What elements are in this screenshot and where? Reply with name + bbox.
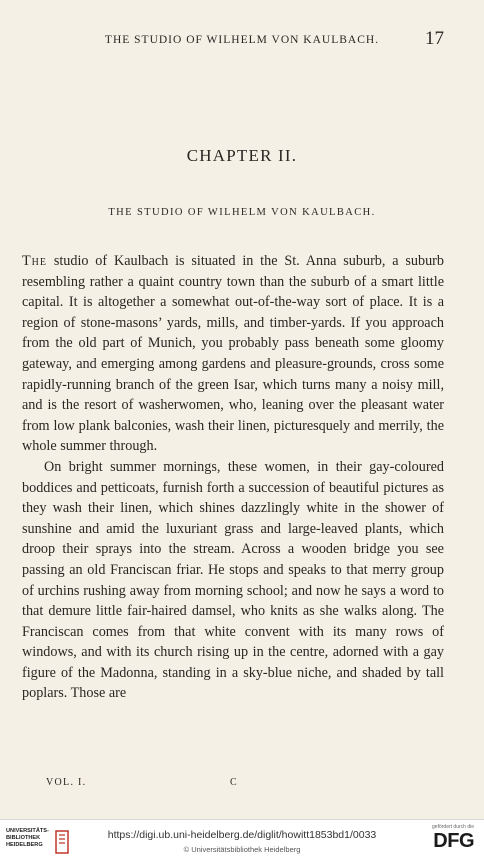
paragraph-1-text: studio of Kaulbach is situated in the St. Anna suburb, a suburb resembling rather a quaint country town than the suburb of a smart little capital. It is altogether a somewhat out-of-the-way sort of place. It is a region of stone-masons’ yards, mills, and timber-yards. If you approach from the old part of Munich, you probably pass beneath some gloomy gateway, and emerging among gardens and pleasure-grounds, cross some rapidly-running branch of the green Isar, which turns many a noisy mill, and is the resort of washerwomen, who, leaning over the pleasant water from low plank balconies, wash their linen, picturesquely and merrily, the whole summer through. (22, 253, 444, 455)
library-name-line-1: UNIVERSITÄTS- (6, 828, 49, 834)
library-name-line-3: HEIDELBERG (6, 842, 43, 848)
volume-mark: VOL. I. (46, 777, 87, 788)
dfg-wordmark: DFG (433, 830, 474, 852)
funded-by-text: gefördert durch die (432, 824, 474, 830)
paragraph-lead-word: The (22, 253, 47, 269)
page-number: 17 (425, 28, 444, 49)
library-name-line-2: BIBLIOTHEK (6, 835, 41, 841)
chapter-subtitle: THE STUDIO OF WILHELM VON KAULBACH. (108, 207, 376, 218)
signature-line (46, 777, 446, 788)
paragraph-1 (22, 251, 444, 457)
chapter-title: CHAPTER II. (186, 146, 298, 165)
page-url-link[interactable]: https://digi.ub.uni-heidelberg.de/diglit/howitt1853bd1/0033 (107, 829, 377, 841)
body-text (22, 251, 444, 704)
dfg-logo[interactable] (426, 824, 474, 853)
running-head: THE STUDIO OF WILHELM VON KAULBACH. (104, 34, 380, 46)
copyright-text: © Universitätsbibliothek Heidelberg (183, 845, 301, 854)
viewer-footer (0, 819, 484, 863)
paragraph-2: On bright summer mornings, these women, in their gay-coloured boddices and petticoats, furnish forth a succession of beautiful pictures as they wash their linen, which shines dazzlingly white in the shower of sunshine and amid the luxuriant grass and large-leaved plants, which droop their sprays into the stream. Across a wooden bridge you see passing an old Franciscan friar. He stops and speaks to that merry group of urchins rushing away from morning school; and now he says a word to that demure little fair-haired damsel, who knits as she walks along. The Franciscan comes from that white convent with its many rows of windows, and with its church rising up in the centre, adorned with a gay figure of the Madonna, standing in a sky-blue niche, and shaded by tall poplars. Those are (22, 458, 444, 702)
signature-mark: C (230, 777, 238, 788)
